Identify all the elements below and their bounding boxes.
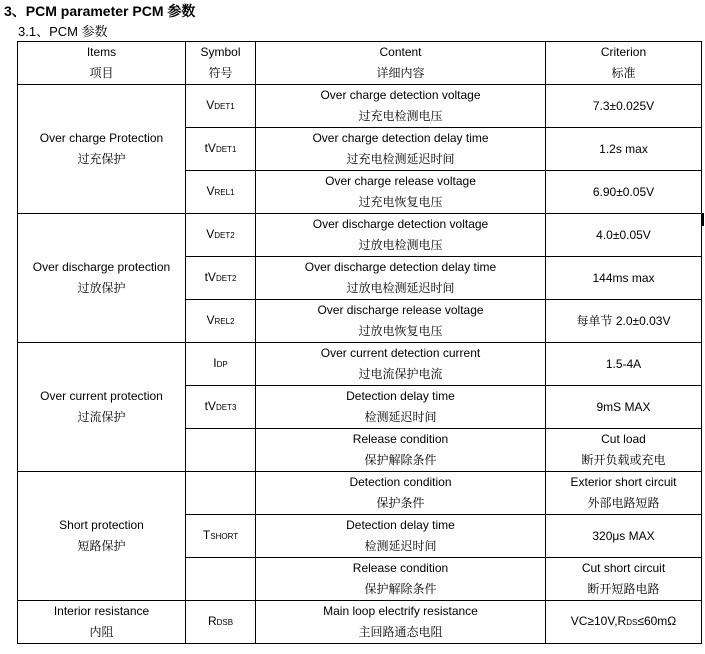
group-name-en: Over charge Protection (39, 131, 164, 145)
header-content-en: Content (379, 45, 422, 59)
content-cell (256, 85, 546, 128)
content-zh: 过放电检测电压 (358, 238, 443, 252)
content-en: Detection delay time (346, 518, 455, 532)
content-cell (256, 429, 546, 472)
content-en: Over charge detection delay time (312, 131, 489, 145)
symbol-main: V (206, 184, 215, 198)
criterion-cell (546, 85, 702, 128)
group-over-charge (18, 85, 186, 214)
content-en: Release condition (352, 561, 449, 575)
content-zh: 主回路通态电阻 (358, 625, 443, 639)
content-en: Over current detection current (320, 346, 481, 360)
header-criterion-en: Criterion (600, 45, 647, 59)
content-en: Release condition (352, 432, 449, 446)
criterion-value: 144ms max (592, 270, 655, 285)
symbol-main: I (213, 356, 217, 370)
group-over-discharge (18, 214, 186, 343)
symbol-main: tV (204, 270, 216, 284)
symbol-cell (186, 85, 256, 128)
symbol-cell (186, 343, 256, 386)
content-en: Over discharge detection voltage (312, 217, 489, 231)
criterion-en: Exterior short circuit (570, 475, 677, 489)
symbol-main: V (206, 227, 215, 241)
criterion-cell (546, 128, 702, 171)
symbol-main: T (202, 528, 211, 542)
symbol-sub: DET2 (215, 274, 237, 283)
content-zh: 检测延迟时间 (364, 539, 437, 553)
symbol-cell (186, 472, 256, 515)
criterion-cell (546, 171, 702, 214)
subsection-title: 3.1、PCM 参数 (18, 24, 108, 39)
group-name-zh: 内阻 (89, 625, 114, 639)
content-en: Over charge detection voltage (320, 88, 481, 102)
group-name-en: Interior resistance (53, 604, 150, 618)
content-zh: 保护解除条件 (364, 453, 437, 467)
table-header-row (18, 42, 702, 85)
content-zh: 检测延迟时间 (364, 410, 437, 424)
group-name-zh: 短路保护 (77, 539, 126, 553)
content-cell (256, 257, 546, 300)
content-zh: 过放电检测延迟时间 (346, 281, 455, 295)
content-zh: 保护解除条件 (364, 582, 437, 596)
criterion-sub: DS (626, 618, 638, 627)
criterion-value: 每单节 2.0±0.03V (576, 313, 671, 328)
table-row (18, 343, 702, 386)
group-over-current (18, 343, 186, 472)
header-symbol (186, 42, 256, 85)
content-zh: 过放电恢复电压 (358, 324, 443, 338)
criterion-en: Cut short circuit (581, 561, 666, 575)
symbol-cell (186, 515, 256, 558)
table-row (18, 214, 702, 257)
header-criterion (546, 42, 702, 85)
content-cell (256, 386, 546, 429)
symbol-main: tV (204, 141, 216, 155)
group-interior-resistance (18, 601, 186, 644)
content-cell (256, 214, 546, 257)
criterion-value: 1.5-4A (605, 356, 642, 371)
symbol-sub: DET1 (214, 102, 235, 111)
header-symbol-en: Symbol (200, 45, 241, 59)
pcm-parameter-table (17, 41, 702, 644)
criterion-value: 320μs MAX (592, 528, 655, 543)
group-name-zh: 过放保护 (77, 281, 126, 295)
content-zh: 过充电检测电压 (358, 109, 443, 123)
symbol-cell (186, 429, 256, 472)
symbol-sub: DSB (216, 618, 234, 627)
symbol-cell (186, 386, 256, 429)
content-en: Over discharge detection delay time (304, 260, 497, 274)
group-name-en: Over current protection (40, 389, 163, 403)
symbol-sub: DET3 (215, 403, 237, 412)
content-en: Over discharge release voltage (317, 303, 484, 317)
criterion-part-b: ≤60mΩ (637, 614, 677, 628)
page-edge-marker (701, 213, 704, 226)
content-cell (256, 515, 546, 558)
content-cell (256, 472, 546, 515)
table-row (18, 472, 702, 515)
content-cell (256, 601, 546, 644)
symbol-cell (186, 171, 256, 214)
criterion-value: 7.3±0.025V (592, 98, 655, 113)
content-cell (256, 343, 546, 386)
symbol-cell (186, 601, 256, 644)
header-items (18, 42, 186, 85)
content-cell (256, 171, 546, 214)
criterion-cell (546, 429, 702, 472)
group-name-en: Short protection (59, 518, 144, 532)
content-en: Detection delay time (346, 389, 455, 403)
header-symbol-zh: 符号 (208, 66, 233, 80)
content-en: Detection condition (349, 475, 452, 489)
group-name-zh: 过流保护 (77, 410, 126, 424)
criterion-cell (546, 515, 702, 558)
criterion-cell (546, 343, 702, 386)
content-zh: 过充电检测延迟时间 (346, 152, 455, 166)
criterion-cell (546, 214, 702, 257)
content-zh: 保护条件 (376, 496, 425, 510)
header-items-zh: 项目 (89, 66, 114, 80)
symbol-main: V (206, 98, 215, 112)
symbol-sub: DP (216, 360, 228, 369)
criterion-en: Cut load (601, 432, 646, 446)
criterion-zh: 断开负载或充电 (581, 453, 666, 467)
table-row (18, 85, 702, 128)
criterion-value: 9mS MAX (596, 399, 651, 414)
symbol-cell (186, 257, 256, 300)
criterion-value (546, 611, 701, 633)
symbol-main: R (207, 614, 217, 628)
header-content (256, 42, 546, 85)
section-title: 3、PCM parameter PCM 参数 (4, 3, 196, 19)
symbol-sub: SHORT (210, 532, 239, 541)
header-content-zh: 详细内容 (376, 66, 425, 80)
criterion-cell (546, 558, 702, 601)
symbol-main: tV (204, 399, 216, 413)
group-short-protection (18, 472, 186, 601)
symbol-sub: REL2 (214, 317, 235, 326)
criterion-cell (546, 472, 702, 515)
criterion-value: 1.2s max (599, 141, 648, 156)
group-name-zh: 过充保护 (77, 152, 126, 166)
content-cell (256, 128, 546, 171)
symbol-cell (186, 558, 256, 601)
content-zh: 过充电恢复电压 (358, 195, 443, 209)
symbol-sub: DET1 (215, 145, 237, 154)
criterion-zh: 断开短路电路 (587, 582, 660, 596)
content-en: Over charge release voltage (325, 174, 476, 188)
symbol-cell (186, 214, 256, 257)
header-items-en: Items (86, 45, 117, 59)
table-row (18, 601, 702, 644)
criterion-cell (546, 386, 702, 429)
symbol-sub: DET2 (214, 231, 235, 240)
criterion-cell (546, 601, 702, 644)
content-en: Main loop electrify resistance (323, 604, 478, 618)
symbol-main: V (206, 313, 215, 327)
symbol-sub: REL1 (214, 188, 235, 197)
criterion-zh: 外部电路短路 (587, 496, 660, 510)
symbol-cell (186, 128, 256, 171)
group-name-en: Over discharge protection (32, 260, 171, 274)
content-zh: 过电流保护电流 (358, 367, 443, 381)
criterion-value: 4.0±0.05V (596, 227, 651, 242)
criterion-part-a: VC≥10V,R (570, 614, 627, 628)
content-cell (256, 558, 546, 601)
criterion-value: 6.90±0.05V (592, 184, 655, 199)
symbol-cell (186, 300, 256, 343)
content-cell (256, 300, 546, 343)
header-criterion-zh: 标准 (611, 66, 636, 80)
criterion-cell (546, 257, 702, 300)
criterion-cell (546, 300, 702, 343)
